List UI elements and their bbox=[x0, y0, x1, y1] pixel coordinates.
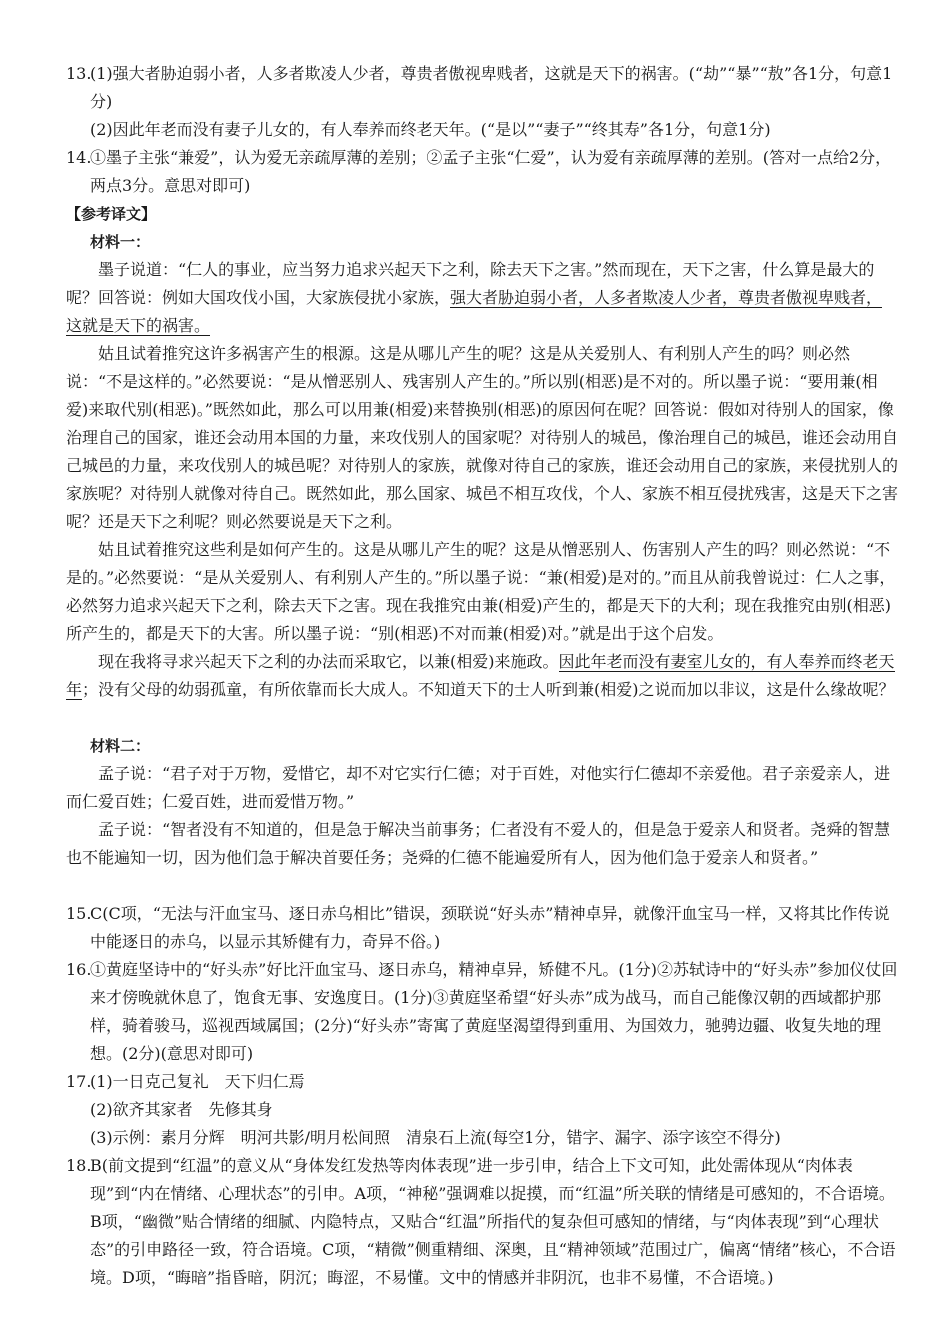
question-17 bbox=[66, 1068, 898, 1152]
question-16 bbox=[66, 956, 898, 1068]
underlined-text: 因此年老而没有妻室儿女的，有人奉养而终老天年 bbox=[66, 652, 895, 699]
question-number: 16. bbox=[66, 960, 92, 979]
answer-part-2: (2)因此年老而没有妻子儿女的，有人奉养而终老天年。(“是以”“妻子”“终其寿”各1分，句意1分) bbox=[90, 120, 771, 139]
material-1-paragraph-2: 姑且试着推究这许多祸害产生的根源。这是从哪儿产生的呢？这是从关爱别人、有利别人产生的吗？则必然说：“不是这样的。”必然要说：“是从憎恶别人、残害别人产生的。”所以别(相恶)是不对的。所以墨子说：“要用兼(相爱)来取代别(相恶)。”既然如此，那么可以用兼(相爱)来替换别(相恶)的原因何在呢？回答说：假如对待别人的国家，像治理自己的国家，谁还会动用本国的力量，来攻伐别人的国家呢？对待别人的城邑，像治理自己的城邑，谁还会动用自己城邑的力量，来攻伐别人的城邑呢？对待别人的家族，就像对待自己的家族，谁还会动用自己的家族，来侵扰别人的家族呢？对待别人就像对待自己。既然如此，那么国家、城邑不相互攻伐，个人、家族不相互侵扰残害，这是天下之害呢？还是天下之利呢？则必然要说是天下之利。 bbox=[66, 344, 899, 531]
underlined-text: 强大者胁迫弱小者，人多者欺凌人少者，尊贵者傲视卑贱者，这就是天下的祸害。 bbox=[66, 288, 883, 335]
material-1-paragraph-1 bbox=[66, 256, 898, 340]
answer-part-1: (1)强大者胁迫弱小者，人多者欺凌人少者，尊贵者傲视卑贱者，这就是天下的祸害。(“劫”“暴”“敖”各1分，句意1分) bbox=[90, 64, 893, 111]
question-15 bbox=[66, 900, 898, 956]
answer-text: B(前文提到“红温”的意义从“身体发红发热等肉体表现”进一步引申，结合上下文可知，此处需体现从“肉体表现”到“内在情绪、心理状态”的引申。A项，“神秘”强调难以捉摸，而“红温”所关联的情绪是可感知的，不合语境。B项，“幽微”贴合情绪的细腻、内隐特点，又贴合“红温”所指代的复杂但可感知的情绪，与“肉体表现”到“心理状态”的引申路径一致，符合语境。C项，“精微”侧重精细、深奥，且“精神领域”范围过广，偏离“情绪”核心，不合语境。D项，“晦暗”指昏暗，阴沉；晦涩，不易懂。文中的情感并非阴沉，也非不易懂，不合语境。) bbox=[90, 1156, 896, 1287]
question-13 bbox=[66, 60, 898, 144]
question-14 bbox=[66, 144, 898, 200]
question-number: 14. bbox=[66, 148, 92, 167]
answer-text: ①黄庭坚诗中的“好头赤”好比汗血宝马、逐日赤乌，精神卓异，矫健不凡。(1分)②苏轼诗中的“好头赤”参加仪仗回来才傍晚就休息了，饱食无事、安逸度日。(1分)③黄庭坚希望“好头赤”成为战马，而自己能像汉朝的西域都护那样，骑着骏马，巡视西域属国；(2分)“好头赤”寄寓了黄庭坚渴望得到重用、为国效力，驰骋边疆、收复失地的理想。(2分)(意思对即可) bbox=[90, 960, 898, 1063]
question-18 bbox=[66, 1152, 898, 1292]
material-1-label: 材料一： bbox=[90, 233, 151, 251]
material-2-paragraph-2: 孟子说：“智者没有不知道的，但是急于解决当前事务；仁者没有不爱人的，但是急于爱亲人和贤者。尧舜的智慧也不能遍知一切，因为他们急于解决首要任务；尧舜的仁德不能遍爱所有人，因为他们急于爱亲人和贤者。” bbox=[66, 820, 891, 867]
answer-text: ①墨子主张“兼爱”，认为爱无亲疏厚薄的差别；②孟子主张“仁爱”，认为爱有亲疏厚薄的差别。(答对一点给2分，两点3分。意思对即可) bbox=[90, 148, 892, 195]
answer-text: C(C项，“无法与汗血宝马、逐日赤乌相比”错误，颈联说“好头赤”精神卓异，就像汗血宝马一样，又将其比作传说中能逐日的赤乌，以显示其矫健有力，奇异不俗。) bbox=[90, 904, 890, 951]
section-title: 【参考译文】 bbox=[66, 205, 157, 223]
material-2-label: 材料二： bbox=[90, 737, 151, 755]
answer-part-3: (3)示例：素月分辉 明河共影/明月松间照 清泉石上流(每空1分，错字、漏字、添字该空不得分) bbox=[90, 1128, 781, 1147]
text-plain: ；没有父母的幼弱孤童，有所依靠而长大成人。不知道天下的士人听到兼(相爱)之说而加以非议，这是什么缘故呢？ bbox=[82, 680, 895, 699]
question-number: 15. bbox=[66, 904, 92, 923]
text-plain: 墨子说道：“仁人的事业，应当努力追求兴起天下之利，除去天下之害。”然而现在，天下之害，什么算是最大的呢？回答说：例如大国攻伐小国，大家族侵扰小家族， bbox=[66, 260, 875, 307]
answer-part-2: (2)欲齐其家者 先修其身 bbox=[90, 1100, 273, 1119]
material-1-paragraph-3: 姑且试着推究这些利是如何产生的。这是从哪儿产生的呢？这是从憎恶别人、伤害别人产生的吗？则必然说：“不是的。”必然要说：“是从关爱别人、有利别人产生的。”所以墨子说：“兼(相爱)是对的。”而且从前我曾说过：仁人之事，必然努力追求兴起天下之利，除去天下之害。现在我推究由兼(相爱)产生的，都是天下的大利；现在我推究由别(相恶)所产生的，都是天下的大害。所以墨子说：“别(相恶)不对而兼(相爱)对。”就是出于这个启发。 bbox=[66, 540, 896, 643]
text-plain: 现在我将寻求兴起天下之利的办法而采取它，以兼(相爱)来施政。 bbox=[98, 652, 559, 671]
question-number: 18. bbox=[66, 1156, 92, 1175]
question-number: 17. bbox=[66, 1072, 92, 1091]
answer-part-1: (1)一日克己复礼 天下归仁焉 bbox=[90, 1072, 305, 1091]
question-number: 13. bbox=[66, 64, 92, 83]
material-2-paragraph-1: 孟子说：“君子对于万物，爱惜它，却不对它实行仁德；对于百姓，对他实行仁德却不亲爱他。君子亲爱亲人，进而仁爱百姓；仁爱百姓，进而爱惜万物。” bbox=[66, 764, 891, 811]
material-1-paragraph-4 bbox=[66, 648, 898, 704]
